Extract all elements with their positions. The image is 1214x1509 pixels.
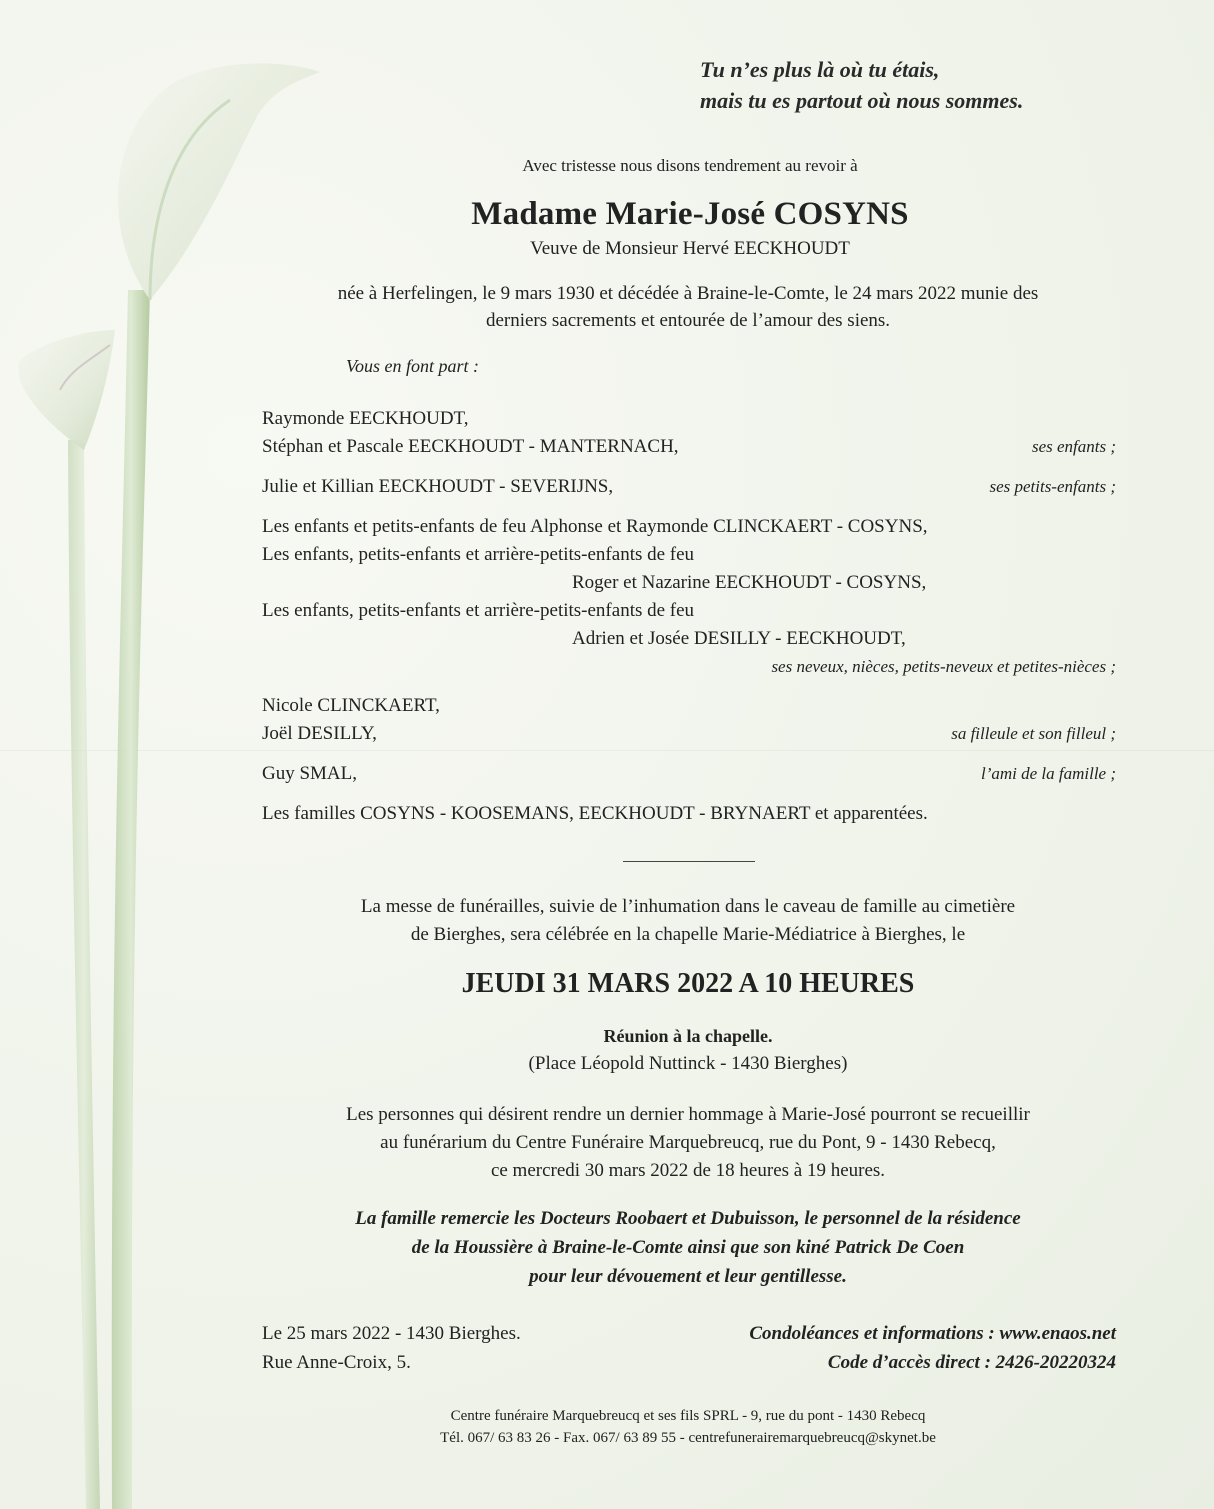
deceased-name: Madame Marie-José COSYNS bbox=[471, 196, 909, 232]
family-address bbox=[262, 1319, 521, 1377]
separator-line bbox=[623, 861, 755, 862]
funeral-home-info bbox=[260, 1405, 1116, 1449]
opening-quote bbox=[700, 54, 1114, 116]
family-names: Julie et Killian EECKHOUDT - SEVERIJNS, bbox=[262, 476, 614, 497]
address-line: Le 25 mars 2022 - 1430 Bierghes. bbox=[262, 1323, 521, 1344]
mass-info bbox=[260, 893, 1116, 949]
homage-line: Les personnes qui désirent rendre un dernier hommage à Marie-José pourront se recueillir bbox=[346, 1104, 1030, 1125]
family-names: Guy SMAL, bbox=[262, 763, 358, 784]
family-line bbox=[262, 720, 1116, 748]
homage-line: ce mercredi 30 mars 2022 de 18 heures à 19 heures. bbox=[490, 1160, 886, 1181]
family-line bbox=[262, 473, 1116, 501]
widow-line: Veuve de Monsieur Hervé EECKHOUDT bbox=[530, 238, 850, 259]
relation-label: l’ami de la famille ; bbox=[980, 764, 1116, 783]
ceremony-date: JEUDI 31 MARS 2022 A 10 HEURES bbox=[461, 968, 915, 999]
birth-death-line: derniers sacrements et entourée de l’amour des siens. bbox=[485, 310, 891, 331]
thanks-note bbox=[260, 1204, 1116, 1291]
intro-text: Avec tristesse nous disons tendrement au revoir à bbox=[522, 156, 858, 175]
family-line: Raymonde EECKHOUDT, bbox=[262, 408, 469, 429]
mass-line: de Bierghes, sera célébrée en la chapelle Marie-Médiatrice à Bierghes, le bbox=[410, 924, 966, 945]
condolences-info bbox=[620, 1319, 1116, 1377]
homage-info bbox=[260, 1101, 1116, 1185]
family-line bbox=[262, 433, 1116, 461]
meeting-address: (Place Léopold Nuttinck - 1430 Bierghes) bbox=[528, 1053, 848, 1074]
thanks-line: pour leur dévouement et leur gentillesse. bbox=[529, 1266, 847, 1287]
family-names: Stéphan et Pascale EECKHOUDT - MANTERNACH, bbox=[262, 436, 679, 457]
company-line: Tél. 067/ 63 83 26 - Fax. 067/ 63 89 55 - centrefunerairemarquebreucq@skynet.be bbox=[440, 1430, 936, 1446]
birth-death-info bbox=[260, 280, 1116, 334]
quote-line: Tu n’es plus là où tu étais, bbox=[700, 57, 940, 82]
family-line: Les enfants, petits-enfants et arrière-petits-enfants de feu bbox=[262, 600, 695, 621]
birth-death-line: née à Herfelingen, le 9 mars 1930 et décédée à Braine-le-Comte, le 24 mars 2022 munie des bbox=[337, 283, 1039, 304]
relation-label: sa filleule et son filleul ; bbox=[951, 724, 1116, 743]
relation-label: ses neveux, nièces, petits-neveux et petites-nièces ; bbox=[771, 657, 1116, 676]
meeting-point: Réunion à la chapelle. bbox=[603, 1026, 773, 1046]
family-line: Les enfants, petits-enfants et arrière-petits-enfants de feu bbox=[262, 544, 695, 565]
family-names: Joël DESILLY, bbox=[262, 723, 377, 744]
thanks-line: La famille remercie les Docteurs Roobaert et Dubuisson, le personnel de la résidence bbox=[355, 1208, 1021, 1229]
company-line: Centre funéraire Marquebreucq et ses fils SPRL - 9, rue du pont - 1430 Rebecq bbox=[450, 1408, 926, 1424]
relation-label: ses petits-enfants ; bbox=[989, 477, 1116, 496]
relation-label: ses enfants ; bbox=[1031, 437, 1116, 456]
family-line: Les enfants et petits-enfants de feu Alphonse et Raymonde CLINCKAERT - COSYNS, bbox=[262, 516, 928, 537]
address-line: Rue Anne-Croix, 5. bbox=[262, 1352, 411, 1373]
family-line: Adrien et Josée DESILLY - EECKHOUDT, bbox=[572, 628, 906, 649]
mass-line: La messe de funérailles, suivie de l’inhumation dans le caveau de famille au cimetière bbox=[360, 896, 1016, 917]
homage-line: au funérarium du Centre Funéraire Marquebreucq, rue du Pont, 9 - 1430 Rebecq, bbox=[380, 1132, 996, 1153]
family-line bbox=[262, 760, 1116, 788]
quote-line: mais tu es partout où nous sommes. bbox=[700, 88, 1024, 113]
access-code: Code d’accès direct : 2426-20220324 bbox=[827, 1352, 1116, 1373]
family-line: Roger et Nazarine EECKHOUDT - COSYNS, bbox=[572, 572, 927, 593]
condolences-link[interactable]: Condoléances et informations : www.enaos.net bbox=[749, 1323, 1116, 1344]
thanks-line: de la Houssière à Braine-le-Comte ainsi que son kiné Patrick De Coen bbox=[411, 1237, 965, 1258]
family-line: Les familles COSYNS - KOOSEMANS, EECKHOUDT - BRYNAERT et apparentées. bbox=[262, 803, 928, 824]
announce-label: Vous en font part : bbox=[346, 356, 479, 376]
family-line: Nicole CLINCKAERT, bbox=[262, 695, 440, 716]
